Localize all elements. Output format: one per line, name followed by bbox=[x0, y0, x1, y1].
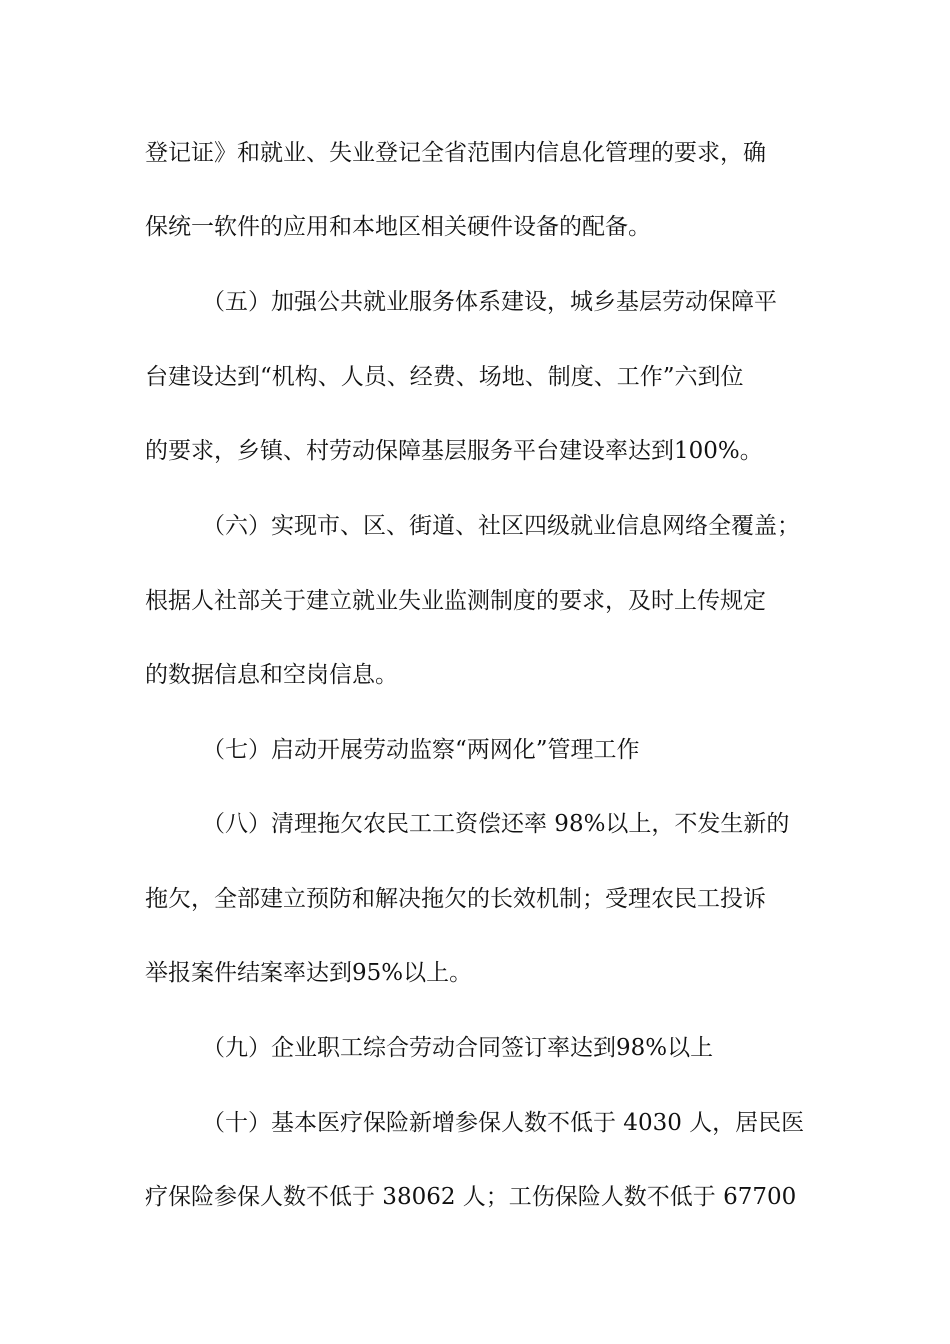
paragraph-5-line: （五）加强公共就业服务体系建设，城乡基层劳动保障平 bbox=[202, 289, 777, 315]
paragraph-6-line: （六）实现市、区、街道、社区四级就业信息网络全覆盖； bbox=[202, 513, 800, 539]
text-line: 台建设达到“机构、人员、经费、场地、制度、工作”六到位 bbox=[145, 364, 744, 390]
text-line: 的要求，乡镇、村劳动保障基层服务平台建设率达到100%。 bbox=[145, 438, 763, 464]
text-line: 根据人社部关于建立就业失业监测制度的要求，及时上传规定 bbox=[145, 588, 766, 614]
text-line: 举报案件结案率达到95%以上。 bbox=[145, 960, 473, 986]
text-line: 的数据信息和空岗信息。 bbox=[145, 662, 398, 688]
paragraph-9-line: （九）企业职工综合劳动合同签订率达到98%以上 bbox=[202, 1035, 714, 1061]
text-line: 登记证》和就业、失业登记全省范围内信息化管理的要求，确 bbox=[145, 140, 766, 166]
text-line: 拖欠，全部建立预防和解决拖欠的长效机制；受理农民工投诉 bbox=[145, 886, 766, 912]
paragraph-7-line: （七）启动开展劳动监察“两网化”管理工作 bbox=[202, 737, 640, 763]
text-line: 保统一软件的应用和本地区相关硬件设备的配备。 bbox=[145, 214, 651, 240]
text-line: 疗保险参保人数不低于 38062 人；工伤保险人数不低于 67700 bbox=[145, 1184, 797, 1210]
paragraph-8-line: （八）清理拖欠农民工工资偿还率 98%以上，不发生新的 bbox=[202, 811, 790, 837]
paragraph-10-line: （十）基本医疗保险新增参保人数不低于 4030 人，居民医 bbox=[202, 1110, 805, 1136]
